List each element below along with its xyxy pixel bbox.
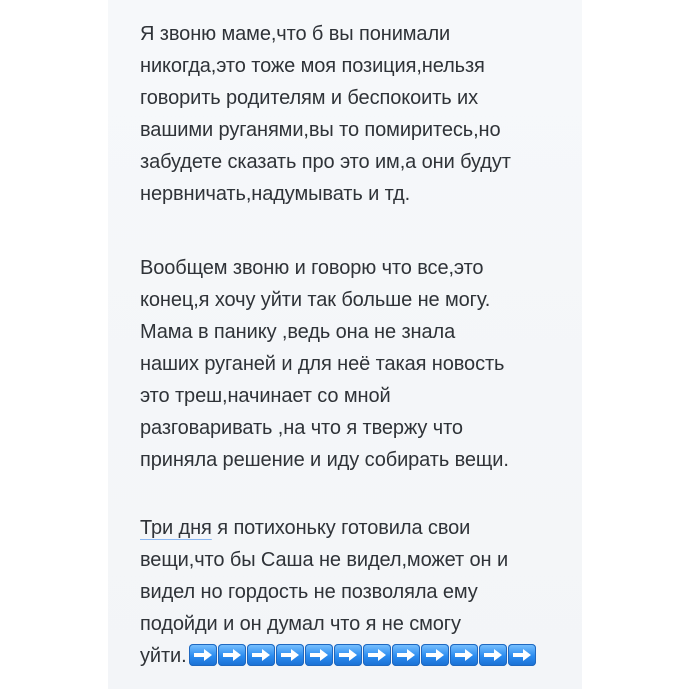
right-arrow-emoji-icon (276, 644, 304, 666)
text-line: конец,я хочу уйти так больше не могу. (140, 289, 491, 311)
text-line: вещи,что бы Саша не видел,может он и (140, 549, 509, 571)
right-arrow-emoji-icon (363, 644, 391, 666)
text-line: никогда,это тоже моя позиция,нельзя (140, 55, 485, 77)
text-line: забудете сказать про это им,а они будут (140, 151, 511, 173)
text-line: видел но гордость не позволяла ему (140, 581, 478, 603)
right-arrow-emoji-icon (508, 644, 536, 666)
text-line: это треш,начинает со мной (140, 385, 391, 407)
right-arrow-emoji-icon (421, 644, 449, 666)
text-fragment: уйти. (140, 645, 187, 667)
paragraph-1 (140, 18, 590, 210)
text-line: разговаривать ,на что я твержу что (140, 417, 463, 439)
paragraph-2 (140, 252, 590, 476)
text-line: приняла решение и иду собирать вещи. (140, 449, 509, 471)
right-arrow-emoji-icon (247, 644, 275, 666)
text-line: наших руганей и для неё такая новость (140, 353, 505, 375)
right-arrow-emoji-icon (189, 644, 217, 666)
underlined-phrase: Три дня (140, 517, 212, 539)
arrow-emoji-row (189, 644, 536, 666)
text-line-last (140, 640, 590, 672)
text-line: Я звоню маме,что б вы понимали (140, 23, 451, 45)
right-arrow-emoji-icon (479, 644, 507, 666)
right-arrow-emoji-icon (218, 644, 246, 666)
text-line (140, 512, 590, 544)
right-arrow-emoji-icon (334, 644, 362, 666)
right-arrow-emoji-icon (392, 644, 420, 666)
text-line: нервничать,надумывать и тд. (140, 183, 411, 205)
text-line: подойди и он думал что я не смогу (140, 613, 461, 635)
text-line: вашими руганями,вы то помиритесь,но (140, 119, 501, 141)
text-line: Вообщем звоню и говорю что все,это (140, 257, 484, 279)
text-fragment: я потихоньку готовила свои (211, 517, 471, 539)
right-arrow-emoji-icon (305, 644, 333, 666)
text-line: говорить родителям и беспокоить их (140, 87, 478, 109)
text-line: Мама в панику ,ведь она не знала (140, 321, 456, 343)
right-arrow-emoji-icon (450, 644, 478, 666)
paragraph-3 (140, 512, 590, 672)
